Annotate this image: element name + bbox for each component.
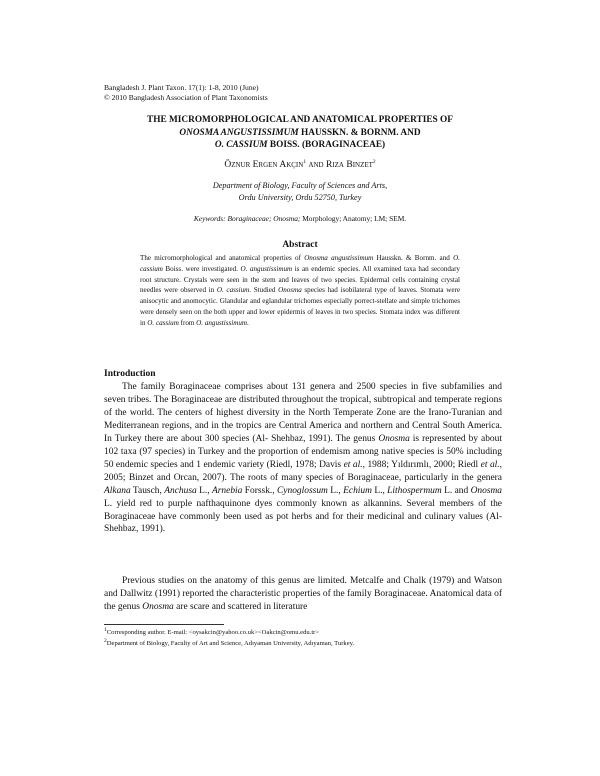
author-2: Rıza Binzet xyxy=(325,160,373,170)
title-line-3: O. CASSIUM BOISS. (BORAGINACEAE) xyxy=(214,140,386,150)
introduction-paragraph-1: The family Boraginaceae comprises about 131 genera and 2500 species in five subfamilies and seven tribes. The Boraginaceae are distributed throughout the tropical, subtropical and temperate regions of the world. The centers of highest diversity in the North Temperate Zone are the Irano-Turanian and Mediterranean regions, and in the tropics are Central America and northern and Central South America. In Turkey there are about 300 species (Al- Shehbaz, 1991). The genus Onosma is represented by about 102 taxa (97 species) in Turkey and the proportion of endemism among native species is 50% including 50 endemic species and 1 endemic variety (Riedl, 1978; Davis et al., 1988; Yıldırımlı, 2000; Riedl et al., 2005; Binzet and Orcan, 2007). The roots of many species of Boraginaceae, particularly in the genera Alkana Tausch, Anchusa L., Arnebia Forssk., Cynoglossum L., Echium L., Lithospermum L. and Onosma L. yield red to purple nafthaquinone dyes commonly known as alkannins. Several members of the Boraginaceae have commonly been used as pot herbs and for their medicinal and culinary values (Al- Shehbaz, 1991). xyxy=(104,382,503,535)
title-species-1: ONOSMA ANGUSTISSIMUM xyxy=(179,127,299,138)
keywords: Keywords: Boraginaceae; Onosma; Morphology; Anatomy; LM; SEM. xyxy=(193,214,407,223)
author-1: Öznur Ergen Akçin xyxy=(224,160,304,170)
introduction-heading: Introduction xyxy=(104,369,156,379)
title-line-1: THE MICROMORPHOLOGICAL AND ANATOMICAL PROPERTIES OF xyxy=(147,115,453,125)
abstract-body: The micromorphological and anatomical properties of Onosma angustissimum Hausskn. & Bornm. and O. cassium Boiss. were investigated. O. angustissimum is an endemic species. All examined taxa had secondary root structure. Crystals were seen in the stem and leaves of two species. Epidermal cells containing crystal needles were observed in O. cassium. Studied Onosma species had isobilateral type of leaves. Stomata were anisocytic and anomocytic. Glandular and eglandular trichomes especially porrect-stellate and simple trichomes were densely seen on the both upper and lower epidermis of leaves in two species. Stomata index was different in O. cassium from O. angustissimum. xyxy=(140,254,460,327)
footnote-divider xyxy=(104,624,224,625)
footnote-1: $^1$Corresponding author. E-mail: <oysakcin@yahoo.co.uk><Oakcin@omu.edu.tr> xyxy=(104,626,320,636)
affiliation: Department of Biology, Faculty of Sciences and Arts, Ordu University, Ordu 52750, Turkey xyxy=(212,181,388,202)
journal-citation: Bangladesh J. Plant Taxon. 17(1): 1-8, 2010 (June) xyxy=(104,83,259,92)
introduction-paragraph-2: Previous studies on the anatomy of this genus are limited. Metcalfe and Chalk (1979) and Watson and Dallwitz (1991) reported the characteristic properties of the family Boraginaceae. Anatomical data of the genus Onosma are scare and scattered in literature xyxy=(104,576,502,612)
paper-title xyxy=(90,114,510,152)
footnote-2: $^2$Department of Biology, Faculty of Art and Science, Adıyaman University, Adıyaman, Turkey. xyxy=(104,637,355,647)
title-species-2: O. CASSIUM xyxy=(214,140,268,150)
title-line-2: ONOSMA ANGUSTISSIMUM HAUSSKN. & BORNM. AND xyxy=(179,127,421,138)
author-conjunction: and xyxy=(306,160,326,170)
journal-copyright: © 2010 Bangladesh Association of Plant Taxonomists xyxy=(104,93,268,102)
journal-header xyxy=(104,83,268,103)
author-line: Öznur Ergen Akçin$^1$ and Rıza Binzet$^2$ xyxy=(224,158,376,170)
abstract-heading: Abstract xyxy=(282,240,318,250)
